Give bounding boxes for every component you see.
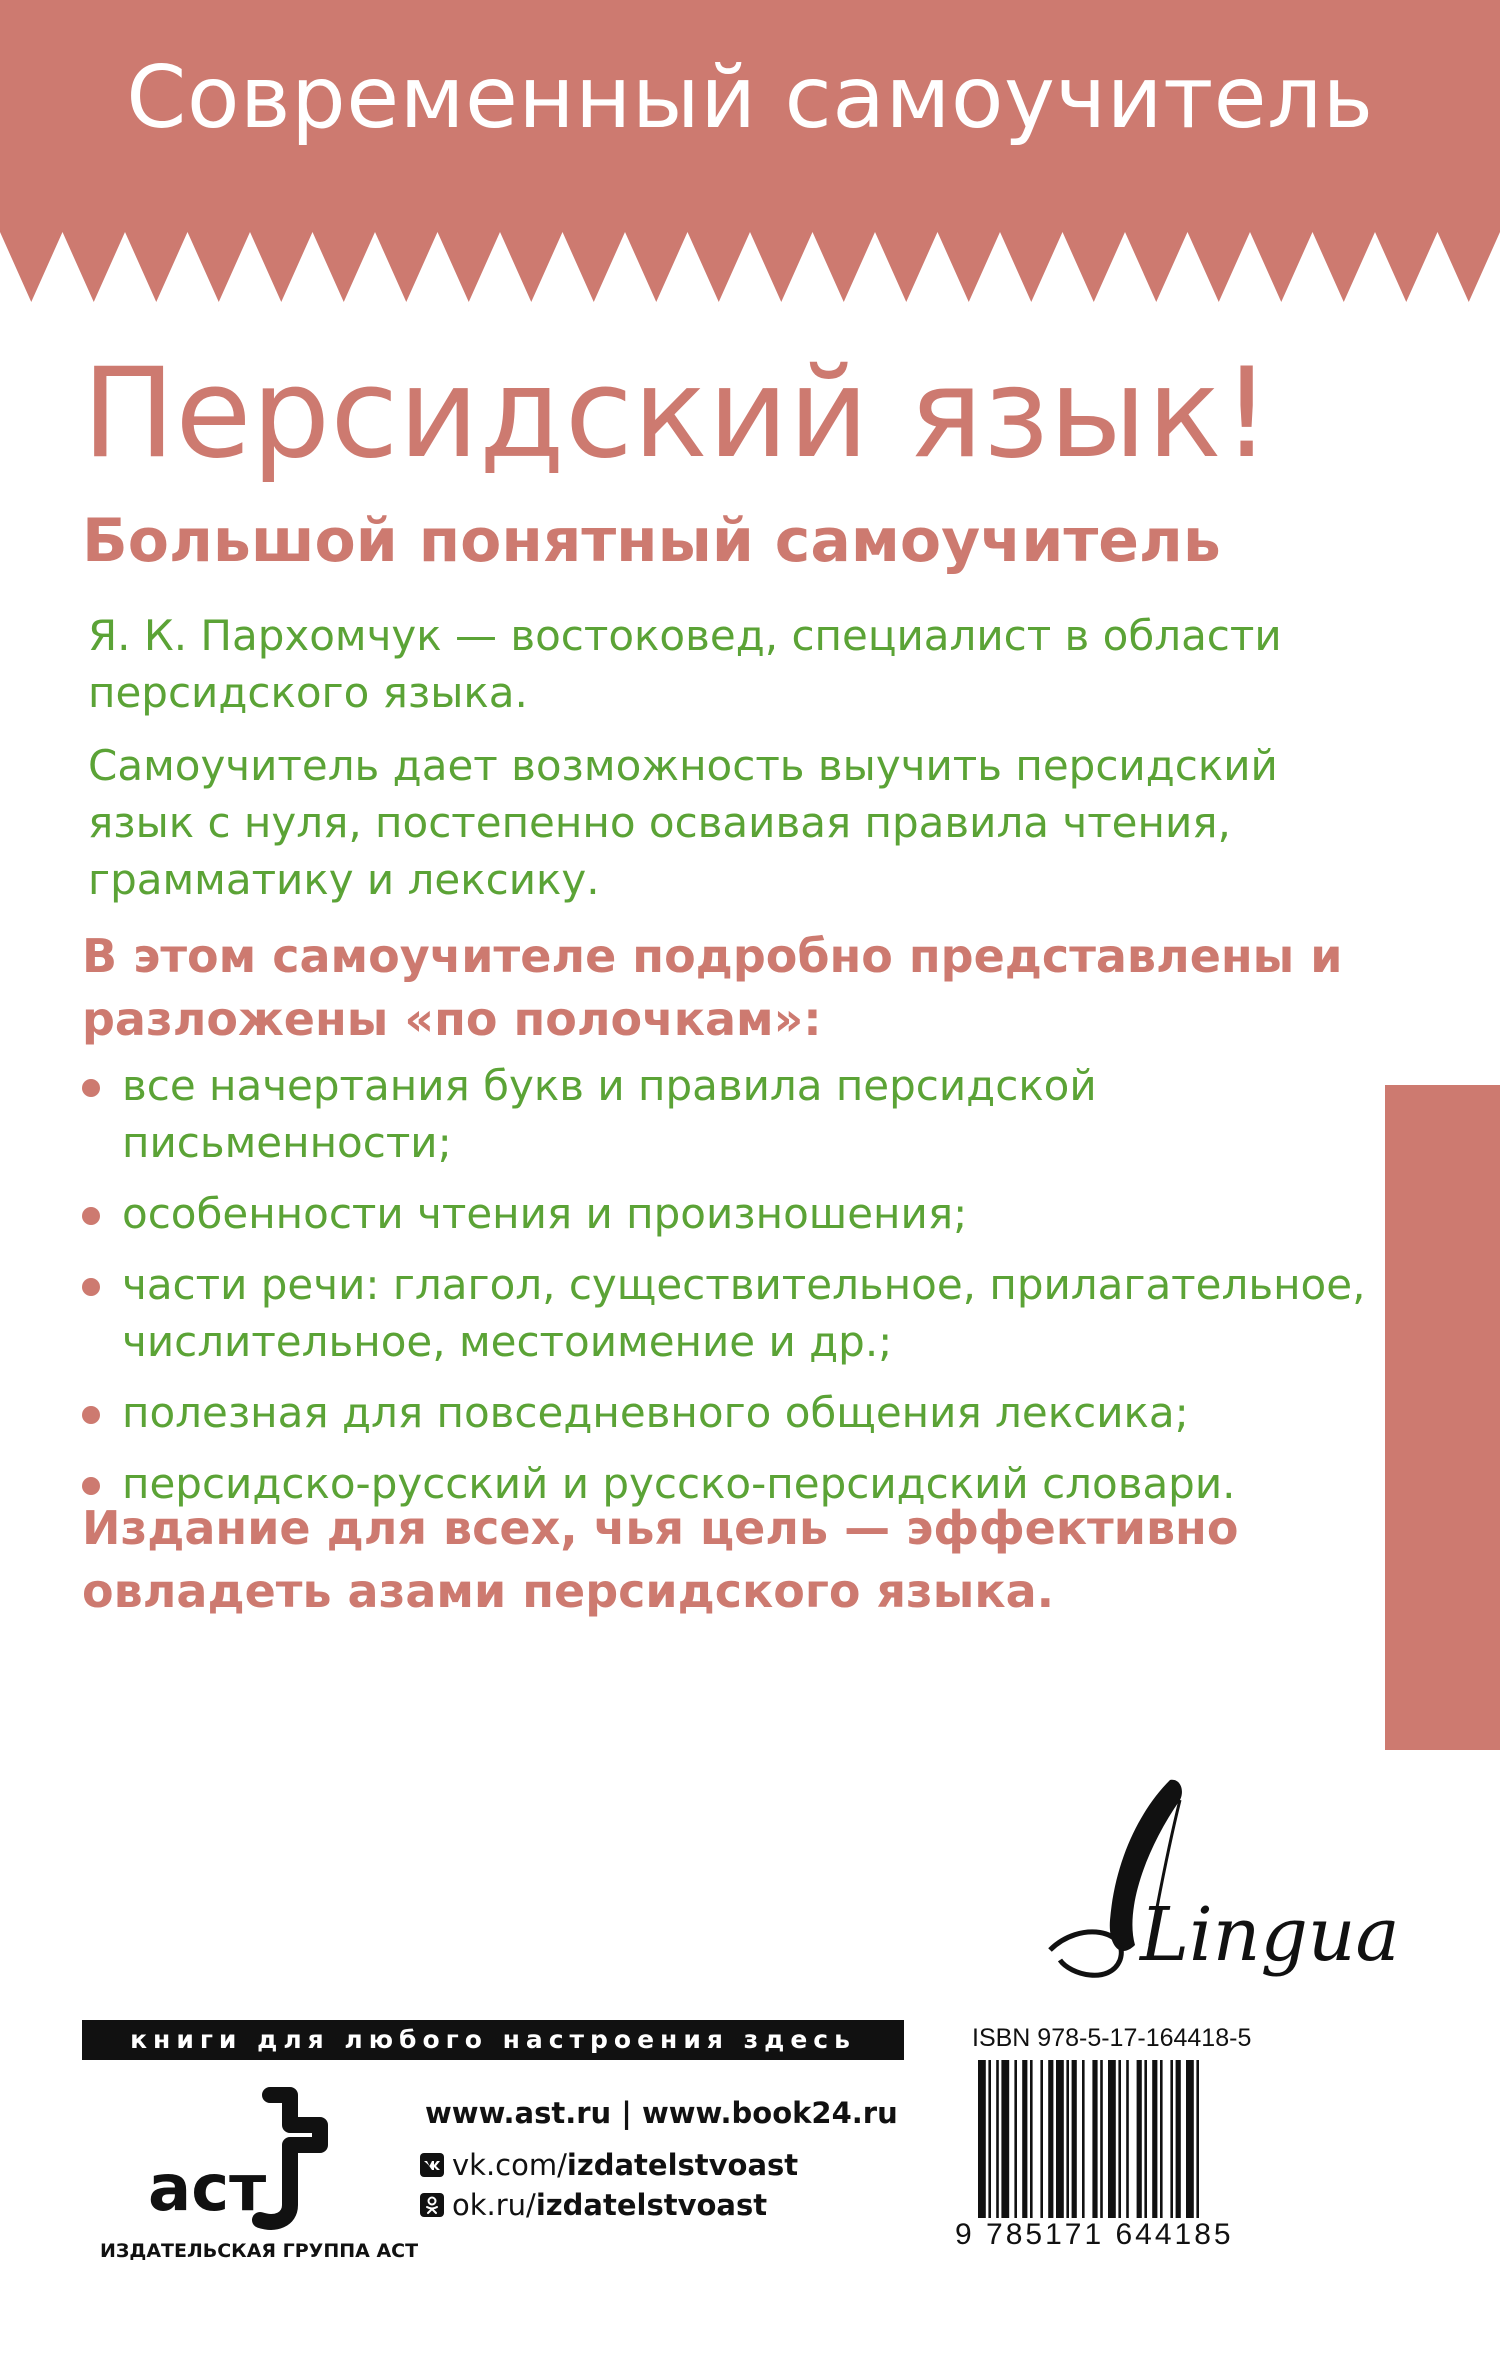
- barcode-bar: [1118, 2060, 1121, 2235]
- barcode-bar: [1126, 2060, 1129, 2235]
- ast-logo-text: аст: [148, 2152, 267, 2226]
- list-item-text: все начертания букв и правила персидской письменности;: [122, 1061, 1097, 1167]
- bullet-dot-icon: [82, 1079, 100, 1097]
- bullet-dot-icon: [82, 1406, 100, 1424]
- barcode-bar: [1137, 2060, 1142, 2235]
- barcode-bar: [1030, 2060, 1033, 2235]
- barcode-icon: [972, 2060, 1272, 2240]
- book-subtitle: Большой понятный самоучитель: [82, 506, 1221, 576]
- ast-logo: [140, 2085, 350, 2235]
- barcode-bar: [988, 2060, 991, 2235]
- barcode-bar: [1100, 2060, 1103, 2235]
- list-item: [82, 1384, 1382, 1441]
- list-item-text: части речи: глагол, существительное, прилагательное, числительное, местоимение и др.;: [122, 1260, 1366, 1366]
- isbn-label: ISBN 978-5-17-164418-5: [972, 2024, 1252, 2052]
- barcode-bar: [1092, 2060, 1097, 2235]
- list-item: [82, 1256, 1382, 1370]
- publisher-name: ИЗДАТЕЛЬСКАЯ ГРУППА АСТ: [100, 2240, 419, 2262]
- barcode-bar: [1001, 2060, 1009, 2235]
- description: Самоучитель дает возможность выучить персидский язык с нуля, постепенно осваивая правила чтения, грамматику и лексику.: [88, 741, 1278, 904]
- barcode-bar: [1072, 2060, 1077, 2235]
- barcode-bar: [1014, 2060, 1017, 2235]
- website-links[interactable]: www.ast.ru | www.book24.ru: [425, 2096, 898, 2130]
- barcode-bar: [1160, 2060, 1163, 2235]
- list-item-text: полезная для повседневного общения лексика;: [122, 1388, 1189, 1437]
- bullet-dot-icon: [82, 1477, 100, 1495]
- barcode-bar: [1144, 2060, 1147, 2235]
- vk-link[interactable]: [420, 2148, 798, 2182]
- barcode-bar: [996, 2060, 999, 2235]
- ok-handle: izdatelstvoast: [535, 2188, 768, 2222]
- barcode-bar: [1040, 2060, 1043, 2235]
- contents-intro: В этом самоучителе подробно представлены и разложены «по полочкам»:: [82, 929, 1343, 1046]
- vk-handle: izdatelstvoast: [566, 2148, 799, 2182]
- barcode-bar: [1082, 2060, 1085, 2235]
- list-item: [82, 1185, 1382, 1242]
- barcode-bar: [1066, 2060, 1069, 2235]
- author-note: Я. К. Пархомчук — востоковед, специалист в области персидского языка.: [88, 611, 1282, 717]
- bullet-dot-icon: [82, 1207, 100, 1225]
- barcode-bar: [1108, 2060, 1116, 2235]
- side-accent-bar: [1385, 1085, 1500, 1750]
- barcode-digits: 9 785171 644185: [955, 2218, 1275, 2252]
- list-item: [82, 1057, 1382, 1171]
- ok-icon: [420, 2193, 444, 2217]
- bullet-dot-icon: [82, 1278, 100, 1296]
- list-item-text: особенности чтения и произношения;: [122, 1189, 968, 1238]
- zigzag-border: [0, 232, 1500, 302]
- contents-list: [82, 1057, 1382, 1526]
- ok-link[interactable]: [420, 2188, 767, 2222]
- lingua-wordmark: Lingua: [1140, 1892, 1400, 1978]
- list-item-text: персидско-русский и русско-персидский словари.: [122, 1459, 1236, 1508]
- barcode-bar: [1152, 2060, 1157, 2235]
- series-title: Современный самоучитель: [126, 48, 1374, 148]
- vk-prefix: vk.com/: [452, 2148, 567, 2182]
- barcode-bar: [978, 2060, 986, 2235]
- vk-icon: [420, 2153, 444, 2177]
- barcode-bar: [1176, 2060, 1181, 2235]
- barcode-bar: [1056, 2060, 1064, 2235]
- lingua-logo: [1020, 1770, 1400, 2000]
- tagline-strip: книги для любого настроения здесь: [82, 2020, 904, 2060]
- barcode-bar: [1048, 2060, 1053, 2235]
- barcode-bar: [1170, 2060, 1173, 2235]
- barcode-bar: [1196, 2060, 1199, 2235]
- barcode-bar: [1022, 2060, 1027, 2235]
- book-title: Персидский язык!: [82, 342, 1272, 486]
- ok-prefix: ok.ru/: [452, 2188, 536, 2222]
- closing-statement: Издание для всех, чья цель — эффективно овладеть азами персидского языка.: [82, 1501, 1239, 1618]
- barcode-bar: [1186, 2060, 1194, 2235]
